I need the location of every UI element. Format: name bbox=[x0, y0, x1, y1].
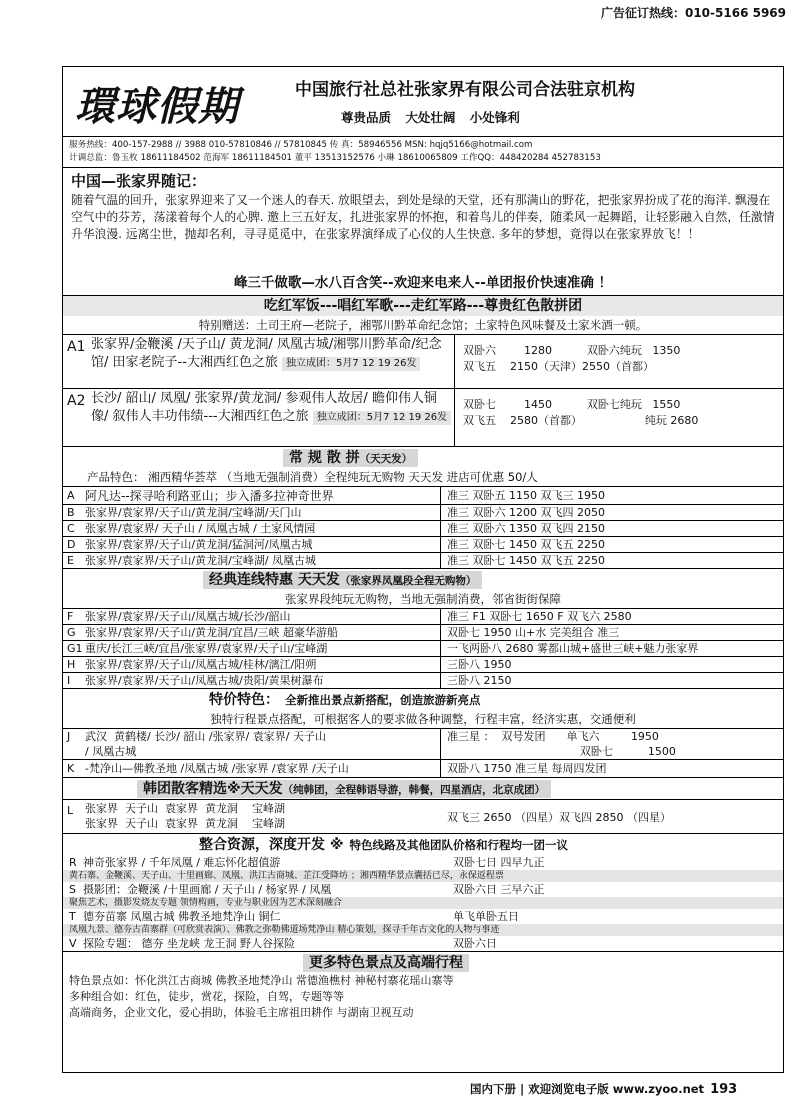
integrated-subtitle: 特色线路及其他团队价格和行程均一团一议 bbox=[349, 838, 568, 852]
table-row bbox=[63, 520, 783, 536]
special-subtitle: 全新推出景点新搭配，创造旅游新亮点 bbox=[285, 693, 481, 707]
regular-title: 常 规 散 拼 bbox=[289, 450, 360, 466]
integrated-strip-r: 黄石寨、金鞭溪、天子山、十里画廊、凤凰、洪江古商城、芷江受降坊 ；湘西精华景点囊括已尽，永保返程票 bbox=[63, 870, 783, 882]
row-route: 张家界/袁家界/天子山/黄龙洞/宝峰湖/天门山 bbox=[83, 505, 441, 520]
row-code: G bbox=[67, 626, 76, 639]
contact-line-1: 服务热线：400-157-2988 // 3988 010-57810846 // 57810845 传 真：58946556 MSN: hqjq5166@hotmail.com bbox=[69, 140, 533, 150]
row-code: H bbox=[67, 658, 76, 671]
route-text: 张家界/金鞭溪 /天子山/ 黄龙洞/ 凤凰古城/湘鄂川黔革命/纪念馆/ 田家老院子--大湘西红色之旅 bbox=[91, 337, 442, 370]
red-tour-gift: 特别赠送：土司王府—老院子，湘鄂川黔革命纪念馆；土家特色风味餐及土家米酒一顿。 bbox=[198, 318, 648, 332]
special-note: 独特行程景点搭配，可根据客人的要求做各种调整，行程丰富，经济实惠，交通便利 bbox=[210, 712, 636, 726]
red-tour-title: 吃红军饭---唱红军歌---走红军路---尊贵红色散拼团 bbox=[63, 295, 783, 316]
classic-note: 张家界段纯玩无购物，当地无强制消费，邻省街街保障 bbox=[285, 592, 561, 606]
row-code: R bbox=[69, 856, 77, 869]
table-row bbox=[63, 486, 783, 504]
row-route: 张家界/袁家界/天子山/凤凰古城/贵阳/黄果树瀑布 bbox=[83, 673, 441, 688]
tour-row-a2 bbox=[63, 388, 783, 446]
more-line-3: 高端商务，企业文化，爱心捐助，体验毛主席祖田耕作 与湖南卫视互动 bbox=[69, 1006, 414, 1019]
row-price: 一飞两卧八 2680 雾都山城+盛世三峡+魅力张家界 bbox=[447, 642, 699, 655]
slogan: 尊贵品质 大处壮阔 小处锋利 bbox=[341, 110, 520, 125]
row-price: 准三 双卧七 1450 双飞五 2250 bbox=[447, 538, 605, 551]
table-row bbox=[63, 608, 783, 624]
intro-title: 中国—张家界随记： bbox=[71, 172, 207, 190]
table-row bbox=[63, 552, 783, 568]
more-line-1: 特色景点如：怀化洪江古商城 佛教圣地梵净山 常德渔樵村 神秘村寨花瑶山寨等 bbox=[69, 974, 454, 987]
row-code: I bbox=[67, 674, 71, 687]
row-code: F bbox=[67, 610, 74, 623]
row-price: 双卧六日 三早六正 bbox=[453, 883, 545, 896]
row-route: 张家界/袁家界/ 天子山 / 凤凰古城 / 土家风情园 bbox=[83, 521, 441, 536]
row-route: 武汉 黄鹤楼/ 长沙/ 韶山 /张家界/ 袁家界/ 天子山 / 凤凰古城 bbox=[83, 729, 441, 759]
row-code: S bbox=[69, 883, 76, 896]
row-price: 三卧八 2150 bbox=[447, 674, 512, 687]
integrated-row-v bbox=[63, 936, 783, 951]
integrated-row-t bbox=[63, 909, 783, 924]
row-code: A bbox=[67, 489, 75, 502]
row-price: 准三星 ： 双号发团 单飞六 1950 双卧七 1500 bbox=[447, 730, 676, 758]
footer bbox=[470, 1081, 737, 1097]
row-route: 张家界/袁家界/天子山/凤凰古城/桂林/漓江/阳朔 bbox=[83, 657, 441, 672]
regular-title-pill bbox=[283, 449, 418, 467]
tour-code: A1 bbox=[67, 339, 86, 355]
tour-route bbox=[91, 335, 455, 388]
row-code: C bbox=[67, 522, 75, 535]
row-code: J bbox=[67, 730, 71, 743]
row-price: 双卧六日 bbox=[453, 937, 497, 950]
logo: 環球假期 bbox=[75, 83, 239, 130]
row-code: B bbox=[67, 506, 75, 519]
tour-price: 双卧六 1280 双卧六纯玩 1350 双飞五 2150（天津）2550（首都） bbox=[463, 344, 681, 373]
classic-title-pill bbox=[203, 571, 482, 589]
table-row bbox=[63, 799, 783, 833]
row-route: -梵净山—佛教圣地 /凤凰古城 /张家界 /袁家界 /天子山 bbox=[83, 760, 441, 777]
row-code: K bbox=[67, 762, 75, 775]
row-price: 准三 双卧七 1450 双飞五 2250 bbox=[447, 554, 605, 567]
row-route: 张家界 天子山 袁家界 黄龙洞 宝峰湖 张家界 天子山 袁家界 黄龙洞 宝峰湖 bbox=[85, 802, 285, 830]
page-frame bbox=[62, 66, 784, 1073]
row-price: 双卧七日 四早九正 bbox=[453, 856, 545, 869]
integrated-title: 整合资源，深度开发 ※ bbox=[199, 837, 344, 853]
regular-section-header bbox=[63, 446, 783, 468]
row-price: 准三 双卧六 1350 双飞四 2150 bbox=[447, 522, 605, 535]
row-route: 张家界/袁家界/天子山/黄龙洞/宝峰湖/ 凤凰古城 bbox=[83, 553, 441, 568]
tour-route bbox=[91, 389, 455, 446]
row-code: V bbox=[69, 937, 77, 950]
table-row bbox=[63, 672, 783, 688]
row-code: L bbox=[67, 804, 74, 817]
row-route: 张家界/袁家界/天子山/凤凰古城/长沙/韶山 bbox=[83, 609, 441, 624]
row-price: 准三 双卧五 1150 双飞三 1950 bbox=[447, 489, 605, 502]
integrated-title-pill bbox=[193, 836, 574, 854]
integrated-strip-s: 聚焦艺术，摄影发烧友专题 领情构画，专业与职业因为艺术深刻融合 bbox=[63, 897, 783, 909]
departure-dates: 独立成团：5月7 12 19 26发 bbox=[313, 411, 451, 425]
classic-tag: （张家界凤凰段全程无购物） bbox=[339, 575, 477, 587]
ad-hotline: 广告征订热线：010-5166 5969 bbox=[600, 6, 786, 20]
table-row bbox=[63, 640, 783, 656]
route-text: 长沙/ 韶山/ 凤凰/ 张家界/黄龙洞/ 参观伟人故居/ 瞻仰伟人铜像/ 叙伟人丰功伟绩---大湘西红色之旅 bbox=[91, 391, 437, 424]
row-route: 德夯苗寨 凤凰古城 佛教圣地梵净山 铜仁 bbox=[83, 910, 281, 923]
row-code: G1 bbox=[67, 642, 83, 655]
row-price: 双卧七 1950 山+水 完美组合 准三 bbox=[447, 626, 620, 639]
tour-price: 双卧七 1450 双卧七纯玩 1550 双飞五 2580（首都） 纯玩 2680 bbox=[463, 398, 699, 427]
special-title: 特价特色： bbox=[209, 692, 279, 708]
row-price: 准三 双卧六 1200 双飞四 2050 bbox=[447, 506, 605, 519]
integrated-strip-t: 凤凰九景、德夯古苗寨群（可欣赏表演）、佛教之弥勒佛道场梵净山 精心策划，探寻千年古文化的人物与事迹 bbox=[63, 924, 783, 936]
regular-rows bbox=[63, 486, 783, 568]
row-route: 张家界/袁家界/天子山/黄龙洞/猛洞河/凤凰古城 bbox=[83, 537, 441, 552]
table-row bbox=[63, 624, 783, 640]
table-row bbox=[63, 656, 783, 672]
more-line-2: 多种组合如：红色，徒步，赏花，探险，自驾，专题等等 bbox=[69, 990, 344, 1003]
korean-tag: （纯韩团，全程韩语导游，韩餐，四星酒店，北京成团） bbox=[282, 784, 546, 796]
classic-section-header bbox=[63, 568, 783, 590]
footer-text: 国内下册 | 欢迎浏览电子版 www.zyoo.net bbox=[470, 1082, 705, 1096]
korean-section-header bbox=[63, 777, 783, 799]
special-title-pill bbox=[203, 691, 487, 709]
row-price: 单飞单卧五日 bbox=[453, 910, 519, 923]
row-code: T bbox=[69, 910, 76, 923]
classic-title: 经典连线特惠 天天发 bbox=[209, 572, 340, 588]
integrated-section-header bbox=[63, 833, 783, 855]
tour-row-a1 bbox=[63, 334, 783, 388]
table-row bbox=[63, 728, 783, 759]
row-price: 准三 F1 双卧七 1650 F 双飞六 2580 bbox=[447, 610, 632, 623]
header bbox=[63, 67, 783, 137]
integrated-row-r bbox=[63, 855, 783, 870]
row-route: 神奇张家界 / 千年凤凰 / 难忘怀化超值游 bbox=[83, 856, 281, 869]
row-code: E bbox=[67, 554, 74, 567]
row-price: 双卧八 1750 准三星 每周四发团 bbox=[447, 762, 607, 775]
page-number: 193 bbox=[710, 1082, 738, 1097]
row-route: 阿凡达--探寻哈利路亚山；步入潘多拉神奇世界 bbox=[83, 487, 441, 504]
intro bbox=[63, 168, 783, 272]
table-row bbox=[63, 536, 783, 552]
regular-feature: 产品特色： 湘西精华荟萃 （当地无强制消费）全程纯玩无购物 天天发 进店可优惠 50/人 bbox=[87, 470, 538, 484]
row-route: 摄影团：金鞭溪 /十里画廊 / 天子山 / 杨家界 / 凤凰 bbox=[83, 883, 332, 896]
special-section-header bbox=[63, 688, 783, 710]
banner: 峰三千做歌—水八百含笑--欢迎来电来人--单团报价快速准确 ！ bbox=[233, 275, 613, 291]
intro-text: 随着气温的回升，张家界迎来了又一个迷人的春天. 放眼望去，到处是绿的天堂，还有那满山的野花，把张家界扮成了花的海洋. 飘漫在空气中的芬芳，荡漾着每个人的心脾. 邀上三五好友，扎进张家界的怀抱，和着鸟儿的伴奏，随柔风一起舞蹈，让轻影融入自然，任激情升华浪漫. 远离尘世，抛却名利，寻寻觅觅中，在张家界演绎成了心仪的人生快意. 多年的梦想，竟得以在张家界放飞！！ bbox=[71, 193, 775, 241]
row-code: D bbox=[67, 538, 76, 551]
korean-title-pill bbox=[137, 780, 551, 798]
row-price: 三卧八 1950 bbox=[447, 658, 512, 671]
row-route: 探险专题： 德夯 坐龙峡 龙王洞 野人谷探险 bbox=[83, 937, 295, 950]
integrated-row-s bbox=[63, 882, 783, 897]
tour-code: A2 bbox=[67, 393, 86, 409]
row-route: 重庆/长江三峡/宜昌/张家界/袁家界/天子山/宝峰湖 bbox=[83, 641, 441, 656]
table-row bbox=[63, 759, 783, 777]
row-price: 双飞三 2650 （四星）双飞四 2850 （四星） bbox=[447, 811, 671, 824]
table-row bbox=[63, 504, 783, 520]
more-section-header bbox=[63, 951, 783, 973]
more-title: 更多特色景点及高端行程 bbox=[303, 954, 469, 972]
agency-name: 中国旅行社总社张家界有限公司合法驻京机构 bbox=[295, 80, 635, 100]
regular-tag: （天天发） bbox=[359, 453, 413, 465]
korean-title: 韩团散客精选※天天发 bbox=[143, 781, 283, 797]
row-route: 张家界/袁家界/天子山/黄龙洞/宜昌/三峡 超豪华游船 bbox=[83, 625, 441, 640]
contact-block bbox=[63, 137, 783, 168]
contact-line-2: 计调总监：鲁玉枚 18611184502 范海军 18611184501 董平 13513152576 小琳 18610065809 工作QQ：448420284 452783153 bbox=[69, 153, 601, 163]
departure-dates: 独立成团：5月7 12 19 26发 bbox=[282, 357, 420, 371]
